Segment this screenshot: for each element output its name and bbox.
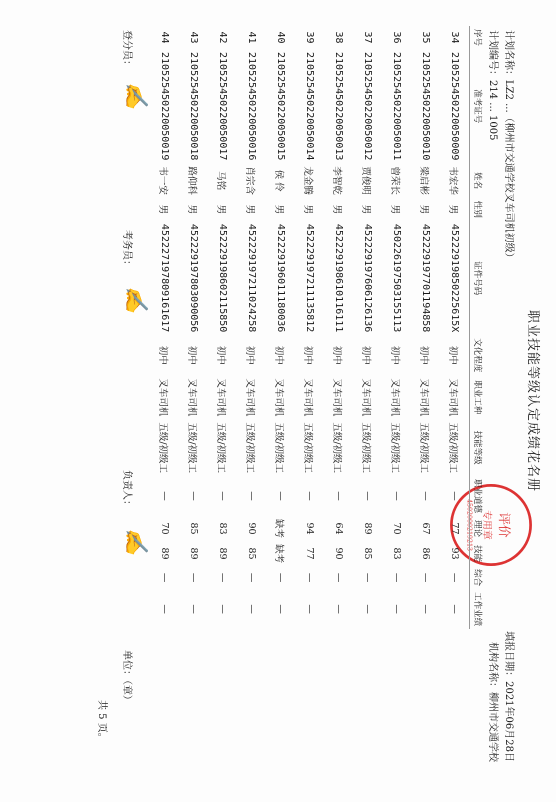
cell-cert: 210525450220050013	[333, 52, 344, 161]
fill-date	[503, 631, 518, 762]
cell-cert: 210525450220050016	[246, 52, 257, 161]
cell-work: —	[188, 604, 199, 614]
cell-theory: 77	[449, 522, 460, 535]
cell-no: 34	[449, 31, 460, 44]
cell-edu: 初中	[302, 345, 314, 365]
plan-number	[487, 30, 502, 140]
cell-work: —	[391, 604, 402, 614]
cell-skill: 85	[246, 547, 257, 560]
cell-id: 45222919850225615X	[449, 223, 460, 333]
col-theory: 理论	[470, 516, 487, 541]
fill-date-value: 2021年06月28日	[503, 681, 514, 762]
cell-no: 37	[362, 31, 373, 44]
table-header-row	[470, 26, 487, 629]
cell-work: —	[275, 604, 286, 614]
col-no: 序号	[470, 26, 487, 49]
cell-overall: —	[246, 572, 257, 583]
cell-work: —	[246, 604, 257, 614]
cell-id: 450226197503155113	[391, 223, 402, 333]
cell-ethics: —	[449, 491, 460, 501]
cell-ethics: —	[333, 491, 344, 501]
cell-edu: 初中	[244, 345, 256, 365]
examiner-label: 考务员：	[121, 230, 132, 270]
cell-theory: 89	[362, 522, 373, 535]
cell-overall: —	[391, 572, 402, 583]
cell-id: 452229197606126136	[362, 223, 373, 333]
cell-id: 452229197701194858	[420, 223, 431, 333]
cell-work: —	[159, 604, 170, 614]
cell-job: 叉车司机	[360, 378, 372, 417]
stamp-line-1: 评价	[497, 512, 512, 538]
cell-name: 李智乾	[331, 166, 343, 195]
cell-level: 五级/初级工	[273, 422, 285, 474]
fill-date-label: 填报日期：	[503, 631, 514, 682]
cell-level: 五级/初级工	[244, 422, 256, 474]
cell-gender: 男	[157, 204, 169, 215]
registrar-label: 登分员：	[121, 30, 132, 70]
cell-id: 452229197803090056	[188, 223, 199, 333]
cell-work: —	[333, 604, 344, 614]
cell-id: 452229198602115850	[217, 223, 228, 333]
col-overall: 综合	[470, 566, 487, 589]
cell-gender: 男	[244, 204, 256, 215]
cell-edu: 初中	[331, 345, 343, 365]
col-cert: 准考证号	[470, 49, 487, 163]
cell-gender: 男	[302, 204, 314, 215]
table-row	[295, 26, 324, 629]
cell-cert: 210525450220050014	[304, 52, 315, 161]
cell-name: 贾俊明	[360, 166, 372, 195]
cell-job: 叉车司机	[215, 378, 227, 417]
cell-overall: —	[304, 572, 315, 583]
organization	[487, 642, 502, 762]
cell-level: 五级/初级工	[360, 422, 372, 474]
cell-level: 五级/初级工	[389, 422, 401, 474]
cell-gender: 男	[360, 204, 372, 215]
table-row	[324, 26, 353, 629]
cell-theory: 缺考	[273, 519, 285, 539]
cell-level: 五级/初级工	[302, 422, 314, 474]
cell-skill: 83	[391, 547, 402, 560]
cell-work: —	[304, 604, 315, 614]
cell-cert: 210525450220050018	[188, 52, 199, 161]
cell-job: 叉车司机	[418, 378, 430, 417]
col-edu: 文化程度	[470, 335, 487, 375]
cell-ethics: —	[217, 491, 228, 501]
cell-level: 五级/初级工	[186, 422, 198, 474]
cell-id: 452229198610116111	[333, 223, 344, 333]
cell-skill: 缺考	[273, 544, 285, 564]
cell-skill: 89	[217, 547, 228, 560]
cell-name: 肖宗含	[244, 166, 256, 195]
cell-job: 叉车司机	[273, 378, 285, 417]
cell-work: —	[217, 604, 228, 614]
cell-gender: 男	[215, 204, 227, 215]
cell-skill: 89	[188, 547, 199, 560]
table-row	[382, 26, 411, 629]
cell-overall: —	[275, 572, 286, 583]
cell-level: 五级/初级工	[331, 422, 343, 474]
cell-no: 40	[275, 31, 286, 44]
leader-signature: ✍	[123, 528, 148, 556]
cell-job: 叉车司机	[157, 378, 169, 417]
score-roster-table	[150, 26, 486, 629]
table-row	[150, 26, 179, 629]
col-id: 证件号码	[470, 221, 487, 335]
cell-ethics: —	[188, 491, 199, 501]
stamp-line-2: 专用章	[480, 510, 492, 540]
page-count: 共 5 页。	[96, 700, 107, 743]
table-row	[440, 26, 470, 629]
cell-edu: 初中	[273, 345, 285, 365]
cell-no: 38	[333, 31, 344, 44]
table-row	[266, 26, 295, 629]
cell-theory: 70	[391, 522, 402, 535]
cell-theory: 83	[217, 522, 228, 535]
col-work: 工作业绩	[470, 589, 487, 629]
cell-job: 叉车司机	[186, 378, 198, 417]
org-value: 柳州市交通学校	[487, 692, 498, 762]
cell-name: 韦一安	[157, 166, 169, 195]
table-row	[208, 26, 237, 629]
cell-edu: 初中	[447, 345, 459, 365]
cell-cert: 210525450220050011	[391, 52, 402, 161]
cell-overall: —	[420, 572, 431, 583]
cell-overall: —	[449, 572, 460, 583]
cell-edu: 初中	[215, 345, 227, 365]
registrar	[121, 30, 136, 70]
stamp-code: 4502000219213	[465, 498, 473, 552]
plan-name-label: 计划名称：	[503, 30, 514, 80]
registrar-signature: ✍	[123, 82, 148, 110]
cell-no: 39	[304, 31, 315, 44]
leader-label: 负责人：	[121, 470, 132, 510]
examiner	[121, 230, 136, 270]
unit-seal-label: 单位：（章）	[121, 650, 132, 705]
col-gender: 性别	[470, 198, 487, 221]
cell-ethics: —	[159, 491, 170, 501]
plan-number-label: 计划编号：	[487, 30, 498, 80]
cell-edu: 初中	[389, 345, 401, 365]
cell-id: 452229197211024258	[246, 223, 257, 333]
cell-skill: 93	[449, 547, 460, 560]
plan-name-value: LZ2 ...（柳州市交通学校叉车司机初级）	[503, 80, 514, 263]
cell-skill: 86	[420, 547, 431, 560]
col-job: 职业工种	[470, 375, 487, 419]
cell-edu: 初中	[186, 345, 198, 365]
plan-number-value: 214 ... 1005	[487, 80, 498, 141]
org-label: 机构名称：	[487, 642, 498, 692]
cell-cert: 210525450220050012	[362, 52, 373, 161]
cell-ethics: —	[420, 491, 431, 501]
cell-name: 曾荣长	[389, 166, 401, 195]
cell-id: 452229197211135812	[304, 223, 315, 333]
cell-name: 梁启彬	[418, 166, 430, 195]
table-row	[179, 26, 208, 629]
table-row	[353, 26, 382, 629]
cell-cert: 210525450220050009	[449, 52, 460, 161]
cell-gender: 男	[331, 204, 343, 215]
cell-ethics: —	[391, 491, 402, 501]
cell-no: 41	[246, 31, 257, 44]
cell-level: 五级/初级工	[418, 422, 430, 474]
table-row	[411, 26, 440, 629]
cell-work: —	[362, 604, 373, 614]
col-level: 技能等级	[470, 419, 487, 476]
cell-gender: 男	[418, 204, 430, 215]
cell-ethics: —	[246, 491, 257, 501]
cell-overall: —	[333, 572, 344, 583]
cell-edu: 初中	[157, 345, 169, 365]
cell-cert: 210525450220050019	[159, 52, 170, 161]
cell-skill: 85	[362, 547, 373, 560]
cell-skill: 77	[304, 547, 315, 560]
cell-ethics: —	[275, 491, 286, 501]
cell-id: 452227197809161617	[159, 223, 170, 333]
cell-job: 叉车司机	[447, 378, 459, 417]
cell-work: —	[420, 604, 431, 614]
cell-job: 叉车司机	[331, 378, 343, 417]
cell-ethics: —	[304, 491, 315, 501]
cell-cert: 210525450220050017	[217, 52, 228, 161]
cell-name: 侯 伶	[273, 169, 285, 192]
cell-gender: 男	[273, 204, 285, 215]
cell-theory: 70	[159, 522, 170, 535]
cell-work: —	[449, 604, 460, 614]
cell-level: 五级/初级工	[157, 422, 169, 474]
col-ethics: 职业道德	[470, 476, 487, 516]
cell-theory: 90	[246, 522, 257, 535]
plan-name	[503, 30, 518, 263]
col-skill: 技能	[470, 541, 487, 566]
cell-theory: 67	[420, 522, 431, 535]
cell-gender: 男	[186, 204, 198, 215]
table-body	[150, 26, 470, 629]
cell-no: 42	[217, 31, 228, 44]
cell-overall: —	[217, 572, 228, 583]
cell-id: 452229196011180036	[275, 223, 286, 333]
cell-name: 龙金腾	[302, 166, 314, 195]
cell-job: 叉车司机	[389, 378, 401, 417]
cell-cert: 210525450220050010	[420, 52, 431, 161]
cell-skill: 90	[333, 547, 344, 560]
cell-job: 叉车司机	[302, 378, 314, 417]
cell-theory: 64	[333, 522, 344, 535]
cell-level: 五级/初级工	[447, 422, 459, 474]
cell-gender: 男	[447, 204, 459, 215]
cell-theory: 85	[188, 522, 199, 535]
table-row	[237, 26, 266, 629]
cell-name: 路仰科	[186, 166, 198, 195]
cell-name: 马铭	[215, 171, 227, 191]
cell-overall: —	[159, 572, 170, 583]
col-name: 姓名	[470, 163, 487, 198]
examiner-signature: ✍	[123, 286, 148, 314]
cell-job: 叉车司机	[244, 378, 256, 417]
cell-no: 44	[159, 31, 170, 44]
cell-edu: 初中	[418, 345, 430, 365]
leader	[121, 470, 136, 510]
cell-no: 43	[188, 31, 199, 44]
cell-no: 36	[391, 31, 402, 44]
cell-no: 35	[420, 31, 431, 44]
cell-theory: 94	[304, 522, 315, 535]
cell-level: 五级/初级工	[215, 422, 227, 474]
cell-cert: 210525450220050015	[275, 52, 286, 161]
cell-overall: —	[362, 572, 373, 583]
cell-ethics: —	[362, 491, 373, 501]
cell-edu: 初中	[360, 345, 372, 365]
cell-name: 韦宏华	[447, 166, 459, 195]
cell-gender: 男	[389, 204, 401, 215]
document-title: 职业技能等级认定成绩花名册	[525, 309, 540, 492]
cell-skill: 89	[159, 547, 170, 560]
cell-overall: —	[188, 572, 199, 583]
